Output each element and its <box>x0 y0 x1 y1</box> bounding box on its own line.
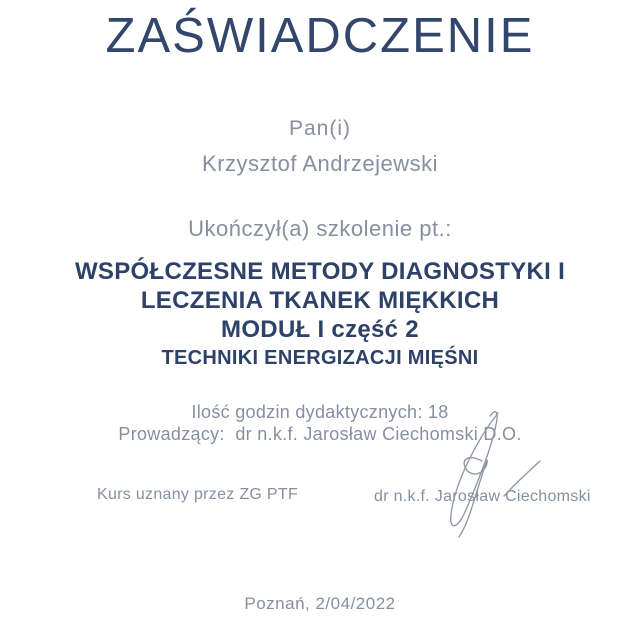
completion-statement: Ukończył(a) szkolenie pt.: <box>188 216 452 241</box>
recipient-name: Krzysztof Andrzejewski <box>202 151 438 176</box>
certificate-title: ZAŚWIADCZENIE <box>105 9 535 63</box>
place-and-date: Poznań, 2/04/2022 <box>244 594 396 613</box>
course-title-line-4: TECHNIKI ENERGIZACJI MIĘŚNI <box>161 347 479 369</box>
handwritten-signature <box>436 407 556 542</box>
course-title-line-1: WSPÓŁCZESNE METODY DIAGNOSTYKI I <box>74 258 566 285</box>
signatory-name: dr n.k.f. Jarosław Ciechomski <box>374 488 591 505</box>
instructor-line: Prowadzący: dr n.k.f. Jarosław Ciechomski D.O. <box>118 424 522 444</box>
accreditation-line: Kurs uznany przez ZG PTF <box>97 486 299 503</box>
course-title-block <box>0 257 640 373</box>
salutation-text: Pan(i) <box>288 117 352 140</box>
hours-line: Ilość godzin dydaktycznych: 18 <box>191 402 449 422</box>
course-title-line-2: LECZENIA TKANEK MIĘKKICH <box>140 287 500 314</box>
course-title-line-3: MODUŁ I część 2 <box>221 316 419 343</box>
